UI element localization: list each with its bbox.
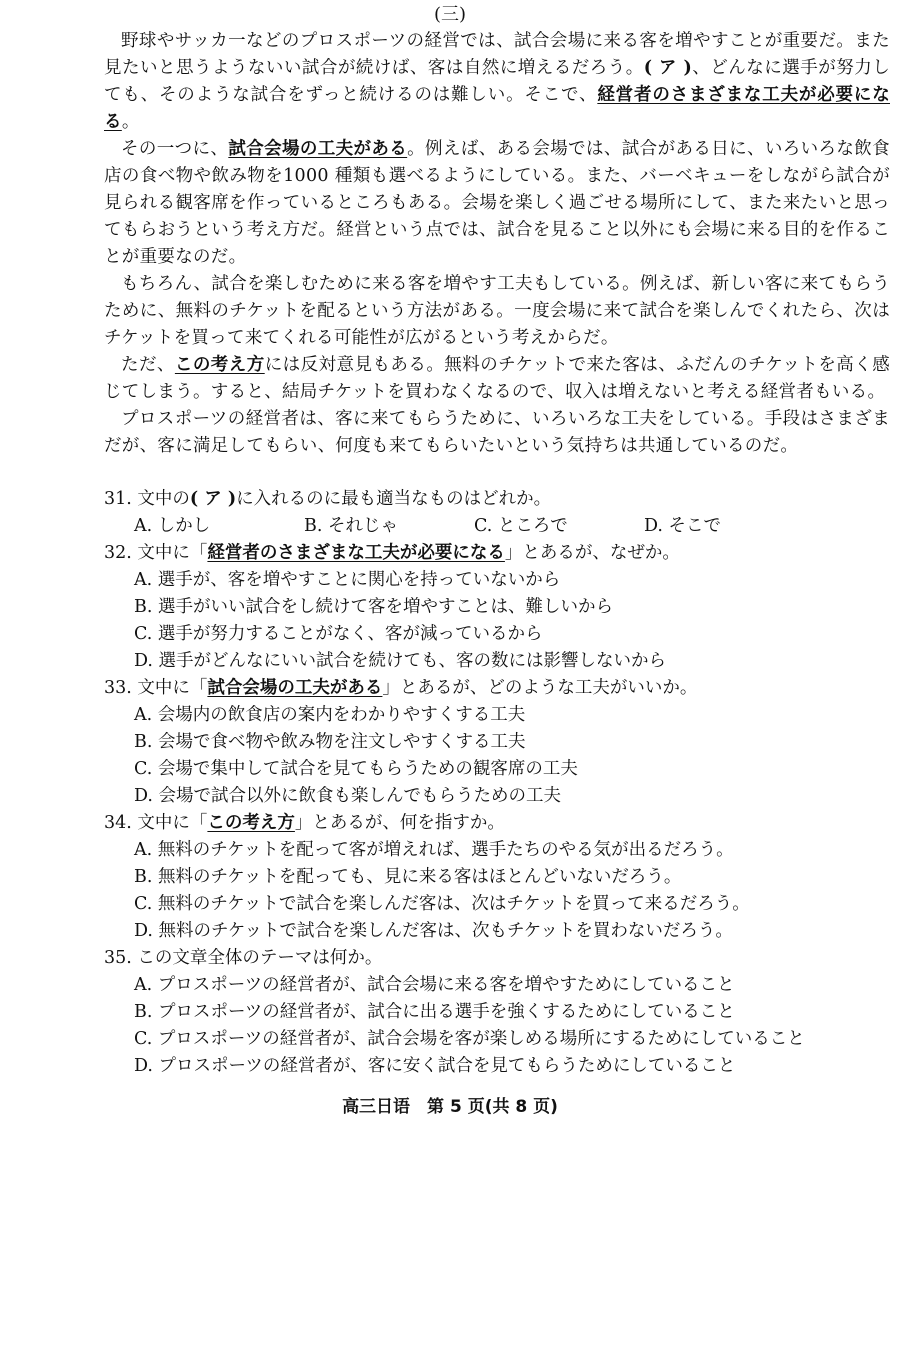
question-33-stem <box>104 675 894 702</box>
paragraph-3: もちろん、試合を楽しむために来る客を増やす工夫もしている。例えば、新しい客に来てもらうために、無料のチケットを配るという方法がある。一度会場に来て試合を楽しんでくれたら、次はチケットを買って来てくれる可能性が広がるという考えからだ。 <box>104 274 890 348</box>
option-34-d[interactable]: D. 無料のチケットで試合を楽しんだ客は、次もチケットを買わないだろう。 <box>134 921 733 941</box>
option-34-c[interactable]: C. 無料のチケットで試合を楽しんだ客は、次はチケットを買って来るだろう。 <box>134 894 750 914</box>
paragraph-5: プロスポーツの経営者は、客に来てもらうために、いろいろな工夫をしている。手段はさまざまだが、客に満足してもらい、何度も来てもらいたいという気持ちは共通しているのだ。 <box>104 409 890 456</box>
question-34-options <box>104 837 894 945</box>
paragraph-4 <box>104 352 890 406</box>
question-32-stem <box>104 540 894 567</box>
option-35-d[interactable]: D. プロスポーツの経営者が、客に安く試合を見てもらうためにしていること <box>134 1056 736 1076</box>
question-34-stem <box>104 810 894 837</box>
question-32-options <box>104 567 894 675</box>
question-31-stem <box>104 486 894 513</box>
option-32-d[interactable]: D. 選手がどんなにいい試合を続けても、客の数には影響しないから <box>134 651 667 671</box>
question-33-options <box>104 702 894 810</box>
option-33-b[interactable]: B. 会場で食べ物や飲み物を注文しやすくする工夫 <box>134 732 526 752</box>
question-32-stem-b: 」とあるが、なぜか。 <box>504 543 680 563</box>
paragraph-2-text-b: 。例えば、ある会場では、試合がある日に、いろいろな飲食店の食べ物や飲み物を1000 種類も選べるようにしている。また、バーベキューをしながら試合が見られる観客席を作っているところもある。会場を楽しく過ごせる場所にして、また来たいと思ってもらおうという考え方だ。経営という点では、試合を見ること以外にも会場に来る目的を作ることが重要なのだ。 <box>104 139 890 267</box>
question-34-stem-b: 」とあるが、何を指すか。 <box>294 813 505 833</box>
paragraph-4-text-a: ただ、 <box>121 355 175 375</box>
question-31-options <box>104 513 894 540</box>
question-33-quote: 試合会場の工夫がある <box>207 678 383 698</box>
underlined-phrase-1: 経営者のさまざまな工夫が必要になる <box>104 85 890 132</box>
question-33-stem-b: 」とあるが、どのような工夫がいいか。 <box>382 678 698 698</box>
question-list <box>104 486 894 1080</box>
option-33-c[interactable]: C. 会場で集中して試合を見てもらうための観客席の工夫 <box>134 759 578 779</box>
question-34 <box>104 810 894 945</box>
option-35-b[interactable]: B. プロスポーツの経営者が、試合に出る選手を強くするためにしていること <box>134 1002 735 1022</box>
reading-passage <box>104 28 890 460</box>
question-35-options <box>104 972 894 1080</box>
option-33-d[interactable]: D. 会場で試合以外に飲食も楽しんでもらうための工夫 <box>134 786 562 806</box>
option-31-a[interactable]: A. しかし <box>134 516 211 536</box>
option-32-c[interactable]: C. 選手が努力することがなく、客が減っているから <box>134 624 543 644</box>
option-31-c[interactable]: C. ところで <box>474 516 568 536</box>
page-footer: 高三日语 第 5 页(共 8 页) <box>342 1097 558 1117</box>
option-35-a[interactable]: A. プロスポーツの経営者が、試合会場に来る客を増やすためにしていること <box>134 975 735 995</box>
question-31-blank: ( ア ) <box>189 489 237 509</box>
option-33-a[interactable]: A. 会場内の飲食店の案内をわかりやすくする工夫 <box>134 705 526 725</box>
option-34-b[interactable]: B. 無料のチケットを配っても、見に来る客はほとんどいないだろう。 <box>134 867 682 887</box>
option-31-d[interactable]: D. そこで <box>644 516 722 536</box>
underlined-phrase-2: 試合会場の工夫がある <box>228 139 408 159</box>
question-31 <box>104 486 894 540</box>
option-32-b[interactable]: B. 選手がいい試合をし続けて客を増やすことは、難しいから <box>134 597 613 617</box>
section-title: (三) <box>433 4 467 25</box>
question-35 <box>104 945 894 1080</box>
question-32-stem-a: 32. 文中に「 <box>104 543 208 563</box>
blank-a: ( ア ) <box>643 58 693 78</box>
option-31-b[interactable]: B. それじゃ <box>304 516 398 536</box>
underlined-phrase-3: この考え方 <box>174 355 265 375</box>
question-32-quote: 経営者のさまざまな工夫が必要になる <box>207 543 505 563</box>
paragraph-1-text-b: 、どんなに選手が努力しても、そのような試合をずっと続けるのは難しい。そこで、 <box>104 58 891 105</box>
question-34-stem-a: 34. 文中に「 <box>104 813 208 833</box>
question-33 <box>104 675 894 810</box>
option-35-c[interactable]: C. プロスポーツの経営者が、試合会場を客が楽しめる場所にするためにしていること <box>134 1029 805 1049</box>
option-34-a[interactable]: A. 無料のチケットを配って客が増えれば、選手たちのやる気が出るだろう。 <box>134 840 734 860</box>
paragraph-1 <box>104 28 890 136</box>
question-35-stem: 35. この文章全体のテーマは何か。 <box>104 948 383 968</box>
option-32-a[interactable]: A. 選手が、客を増やすことに関心を持っていないから <box>134 570 561 590</box>
question-32 <box>104 540 894 675</box>
paragraph-2 <box>104 136 890 271</box>
paragraph-4-text-b: には反対意見もある。無料のチケットで来た客は、ふだんのチケットを高く感じてしまう。すると、結局チケットを買わなくなるので、収入は増えないと考える経営者もいる。 <box>104 355 891 402</box>
question-31-stem-b: に入れるのに最も適当なものはどれか。 <box>236 489 552 509</box>
paragraph-1-text-a: 野球やサッカ一などのプロスポーツの経営では、試合会場に来る客を増やすことが重要だ。また見たいと思うようないい試合が続けば、客は自然に増えるだろう。 <box>104 31 890 78</box>
question-33-stem-a: 33. 文中に「 <box>104 678 208 698</box>
question-34-quote: この考え方 <box>207 813 295 833</box>
paragraph-2-text-a: その一つに、 <box>121 139 229 159</box>
paragraph-1-text-c: 。 <box>121 112 140 132</box>
question-31-stem-a: 31. 文中の <box>104 489 190 509</box>
